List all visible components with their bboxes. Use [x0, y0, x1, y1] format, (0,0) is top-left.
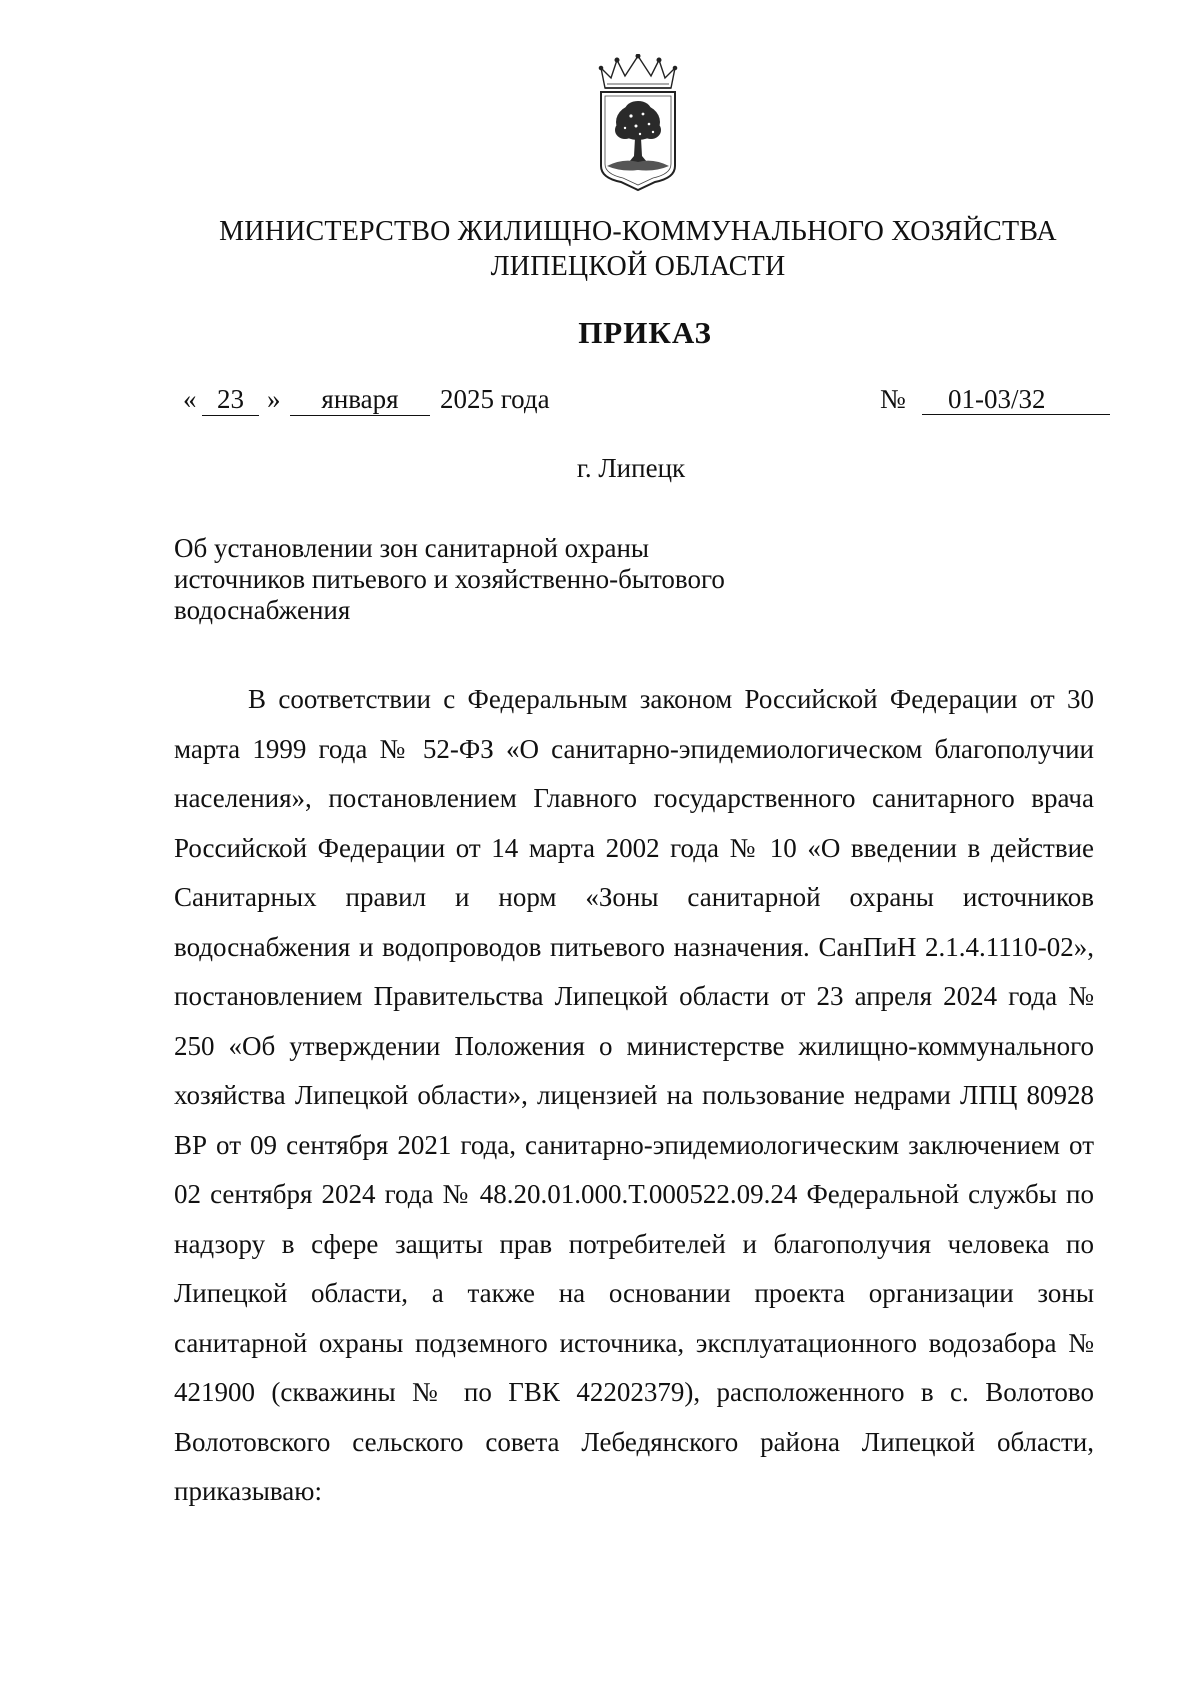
ministry-name-line-1: МИНИСТЕРСТВО ЖИЛИЩНО-КОММУНАЛЬНОГО ХОЗЯЙСТВА	[219, 216, 1057, 247]
date-close-quote: »	[267, 384, 281, 414]
number-sign: №	[880, 384, 906, 414]
subject-line-1: Об установлении зон санитарной охраны	[174, 533, 650, 563]
date-open-quote: «	[183, 384, 197, 414]
ministry-name-line-2: ЛИПЕЦКОЙ ОБЛАСТИ	[490, 251, 786, 282]
date-number-row	[0, 384, 1200, 424]
date-year: 2025 года	[440, 384, 550, 414]
preamble-paragraph: В соответствии с Федеральным законом Российской Федерации от 30 марта 1999 года № 52-ФЗ «О санитарно-эпидемиологическом благополучии населения», постановлением Главного государственного санитарного врача Российской Федерации от 14 марта 2002 года № 10 «О введении в действие Санитарных правил и норм «Зоны санитарной охраны источников водоснабжения и водопроводов питьевого назначения. СанПиН 2.1.4.1110-02», постановлением Правительства Липецкой области от 23 апреля 2024 года № 250 «Об утверждении Положения о министерстве жилищно-коммунального хозяйства Липецкой области», лицензией на пользование недрами ЛПЦ 80928 ВР от 09 сентября 2021 года, санитарно-эпидемиологическим заключением от 02 сентября 2024 года № 48.20.01.000.Т.000522.09.24 Федеральной службы по надзору в сфере защиты прав потребителей и благополучия человека по Липецкой области, а также на основании проекта организации зоны санитарной охраны подземного источника, эксплуатационного водозабора № 421900 (скважины № по ГВК 42202379), расположенного в с. Волотово Волотовского сельского совета Лебедянского района Липецкой области, приказываю:	[174, 684, 1094, 1506]
subject-line-3: водоснабжения	[174, 595, 351, 625]
document-type-title: ПРИКАЗ	[578, 315, 712, 350]
city-name: г. Липецк	[576, 453, 686, 483]
document-number: 01-03/32	[922, 384, 1110, 415]
ministry-name	[0, 214, 1200, 284]
subject-line-2: источников питьевого и хозяйственно-бытового	[174, 564, 725, 594]
date-day: 23	[202, 384, 259, 416]
order-subject	[174, 533, 814, 626]
coat-of-arms-icon	[593, 54, 683, 196]
date-month: января	[290, 384, 430, 416]
